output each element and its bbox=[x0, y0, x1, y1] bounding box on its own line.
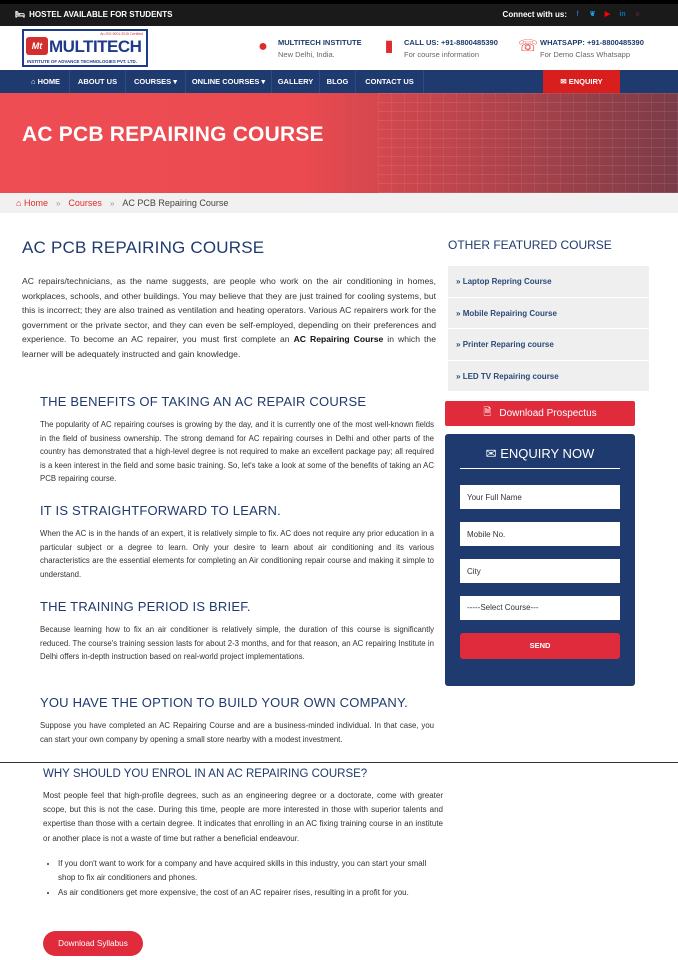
section-text: When the AC is in the hands of an expert, it is relatively simple to fix. AC does not require any prior education in a particular subject or a degree to learn. Only your desire to learn about air conditioning and its various characteristics are the essential elements for completing an Air conditioning repair course and making it simple to understand. bbox=[40, 529, 434, 579]
section-heading: THE BENEFITS OF TAKING AN AC REPAIR COURSE bbox=[40, 394, 367, 409]
chevron-down-icon: ▾ bbox=[261, 77, 266, 86]
envelope-icon: ✉ bbox=[485, 446, 497, 461]
logo-subtitle: INSTITUTE OF ADVANCE TECHNOLOGIES PVT. LTD. bbox=[27, 59, 137, 64]
call-title: CALL US: +91-8800485390 bbox=[404, 38, 498, 47]
mobile-input[interactable] bbox=[460, 522, 620, 546]
list-item: • As air conditioners get more expensive, the cost of an AC repairer rises, resulting in a profit for you. bbox=[58, 886, 442, 900]
chevron-down-icon: ▾ bbox=[173, 77, 177, 86]
address-title: MULTITECH INSTITUTE bbox=[278, 38, 362, 47]
section-benefits bbox=[40, 394, 434, 486]
breadcrumb-separator-icon: » bbox=[109, 198, 115, 208]
logo-cert: An ISO 9001:2015 Certified bbox=[100, 32, 143, 36]
header-call[interactable] bbox=[382, 38, 498, 59]
why-bullet-list bbox=[58, 857, 442, 902]
nav-courses[interactable]: COURSES ▾ bbox=[126, 70, 186, 93]
bed-icon: 🛏 bbox=[15, 10, 26, 19]
breadcrumb-courses[interactable]: Courses bbox=[68, 198, 102, 208]
enquiry-title: ✉ ENQUIRY NOW bbox=[485, 446, 595, 461]
section-straightforward bbox=[40, 503, 434, 581]
hostel-text: HOSTEL AVAILABLE FOR STUDENTS bbox=[29, 10, 173, 19]
enquiry-divider bbox=[460, 468, 620, 469]
address-sub: New Delhi, India. bbox=[278, 50, 335, 59]
envelope-icon: ✉ bbox=[560, 77, 567, 86]
page-title: AC PCB REPAIRING COURSE bbox=[22, 238, 265, 257]
nav-gallery[interactable]: GALLERY bbox=[272, 70, 320, 93]
header-whatsapp[interactable] bbox=[518, 38, 644, 59]
home-icon: ⌂ bbox=[16, 198, 22, 208]
intro-paragraph: AC repairs/technicians, as the name suggests, are people who work on the air conditioning in homes, workplaces, schools, and other buildings. You may believe that they are just trained for cooling systems, but this is incorrect; they are also trained as ventilation and heating operators. Various AC repairers work for the government or the private sector, and they can even be self-employed, depending on their preferences and experience. To become an AC repairer, you must first complete an AC Repairing Course in which the learner will be adequately instructed and gain knowledge. bbox=[22, 276, 436, 359]
section-text: Because learning how to fix an air conditioner is relatively simple, the duration of this course is significantly reduced. The course's training session lasts for about 2-3 months, and for that reason, an AC repairing Institute in Delhi offers in-depth instruction based on real-world project implementations. bbox=[40, 625, 434, 662]
home-icon: ⌂ bbox=[30, 77, 36, 86]
youtube-icon[interactable]: ▶ bbox=[604, 11, 611, 18]
city-input[interactable] bbox=[460, 559, 620, 583]
section-text: Suppose you have completed an AC Repairing Course and are a business-minded individual. In that case, you can start your own company by opening a small store nearby with a modest investment. bbox=[40, 721, 434, 744]
banner-title: AC PCB REPAIRING COURSE bbox=[22, 123, 324, 146]
featured-course-list bbox=[448, 266, 649, 392]
course-select[interactable]: -----Select Course--- bbox=[460, 596, 620, 620]
section-own-company bbox=[40, 695, 434, 746]
instagram-icon[interactable]: ○ bbox=[635, 11, 640, 18]
linkedin-icon[interactable]: in bbox=[619, 11, 626, 18]
double-chevron-icon: » bbox=[456, 371, 461, 381]
breadcrumb-current: AC PCB Repairing Course bbox=[122, 198, 229, 208]
location-pin-icon: ● bbox=[258, 38, 268, 55]
top-bar bbox=[0, 0, 678, 26]
logo-name: MULTITECH bbox=[49, 37, 142, 56]
section-heading: IT IS STRAIGHTFORWARD TO LEARN. bbox=[40, 503, 281, 518]
page-banner bbox=[0, 93, 678, 193]
twitter-icon[interactable]: ❦ bbox=[589, 11, 596, 18]
double-chevron-icon: » bbox=[456, 308, 461, 318]
hostel-notice bbox=[15, 10, 172, 19]
why-paragraph: Most people feel that high-profile degrees, such as an engineering degree or a doctorate, come with greater scope, but this is not the case. During this time, people are more interested in those with superior talents and expertise than those with a certain degree. It indicates that enrolling in an AC fixing training course in an institute or another place is not a waste of time but rather a beneficial endeavour. bbox=[43, 791, 443, 843]
mobile-phone-icon: ▮ bbox=[384, 38, 394, 55]
sidebar-course-mobile[interactable]: » Mobile Repairing Course bbox=[448, 298, 649, 330]
nav-home[interactable]: ⌂ HOME bbox=[22, 70, 70, 93]
breadcrumb-home[interactable]: ⌂ Home bbox=[16, 198, 48, 208]
header-address bbox=[256, 38, 362, 59]
sidebar-title: OTHER FEATURED COURSE bbox=[448, 238, 612, 252]
sidebar-course-led-tv[interactable]: » LED TV Repairing course bbox=[448, 361, 649, 393]
double-chevron-icon: » bbox=[456, 340, 461, 349]
download-syllabus-button[interactable]: Download Syllabus bbox=[43, 931, 143, 956]
call-sub: For course information bbox=[404, 50, 480, 59]
circuit-board-pattern bbox=[378, 93, 678, 193]
breadcrumb bbox=[0, 193, 678, 213]
connect-label: Connect with us: bbox=[502, 10, 567, 19]
facebook-icon[interactable]: f bbox=[576, 11, 579, 18]
full-name-input[interactable] bbox=[460, 485, 620, 509]
social-links bbox=[503, 10, 642, 19]
sidebar-course-printer[interactable]: » Printer Reparing course bbox=[448, 329, 649, 361]
list-item: • If you don't want to work for a company and have acquired skills in this industry, you can start your small shop to fix air conditioners and phones. bbox=[58, 857, 442, 885]
whatsapp-icon: ☏ bbox=[518, 38, 539, 55]
section-heading: THE TRAINING PERIOD IS BRIEF. bbox=[40, 599, 251, 614]
double-chevron-icon: » bbox=[456, 277, 461, 286]
logo-mark: Mt bbox=[26, 37, 48, 55]
section-heading: YOU HAVE THE OPTION TO BUILD YOUR OWN COMPANY. bbox=[40, 695, 408, 710]
section-text: The popularity of AC repairing courses is growing by the day, and it is currently one of the most well-known fields in the field of business ownership. The strong demand for AC repairing courses in Delhi and other parts of the country has demonstrated that a high-level degree is not required to make an excellent package pay; all required is a keen interest in the field and some basic training. So, let's take a look at some of the benefits of taking an AC PCB repairing course. bbox=[40, 420, 434, 484]
site-header bbox=[0, 26, 678, 70]
why-enrol-section bbox=[0, 762, 678, 960]
section-training-period bbox=[40, 599, 434, 664]
breadcrumb-separator-icon: » bbox=[55, 198, 61, 208]
why-heading: WHY SHOULD YOU ENROL IN AN AC REPAIRING COURSE? bbox=[43, 768, 368, 780]
nav-online-courses[interactable]: ONLINE COURSES ▾ bbox=[186, 70, 272, 93]
sidebar-course-laptop[interactable]: » Laptop Repring Course bbox=[448, 266, 649, 298]
nav-about[interactable]: ABOUT US bbox=[70, 70, 126, 93]
download-prospectus-button[interactable]: 🗎 Download Prospectus bbox=[445, 401, 635, 426]
nav-contact[interactable]: CONTACT US bbox=[356, 70, 424, 93]
nav-blog[interactable]: BLOG bbox=[320, 70, 356, 93]
logo[interactable] bbox=[22, 29, 148, 67]
enquiry-form bbox=[445, 434, 635, 686]
main-nav bbox=[0, 70, 678, 93]
whatsapp-title: WHATSAPP: +91-8800485390 bbox=[540, 38, 644, 47]
whatsapp-sub: For Demo Class Whatsapp bbox=[540, 50, 631, 59]
intro-link: AC Repairing Course bbox=[293, 334, 384, 344]
send-button[interactable]: SEND bbox=[460, 633, 620, 659]
nav-enquiry-button[interactable]: ✉ ENQUIRY bbox=[543, 70, 620, 93]
pdf-file-icon: 🗎 bbox=[483, 407, 492, 418]
